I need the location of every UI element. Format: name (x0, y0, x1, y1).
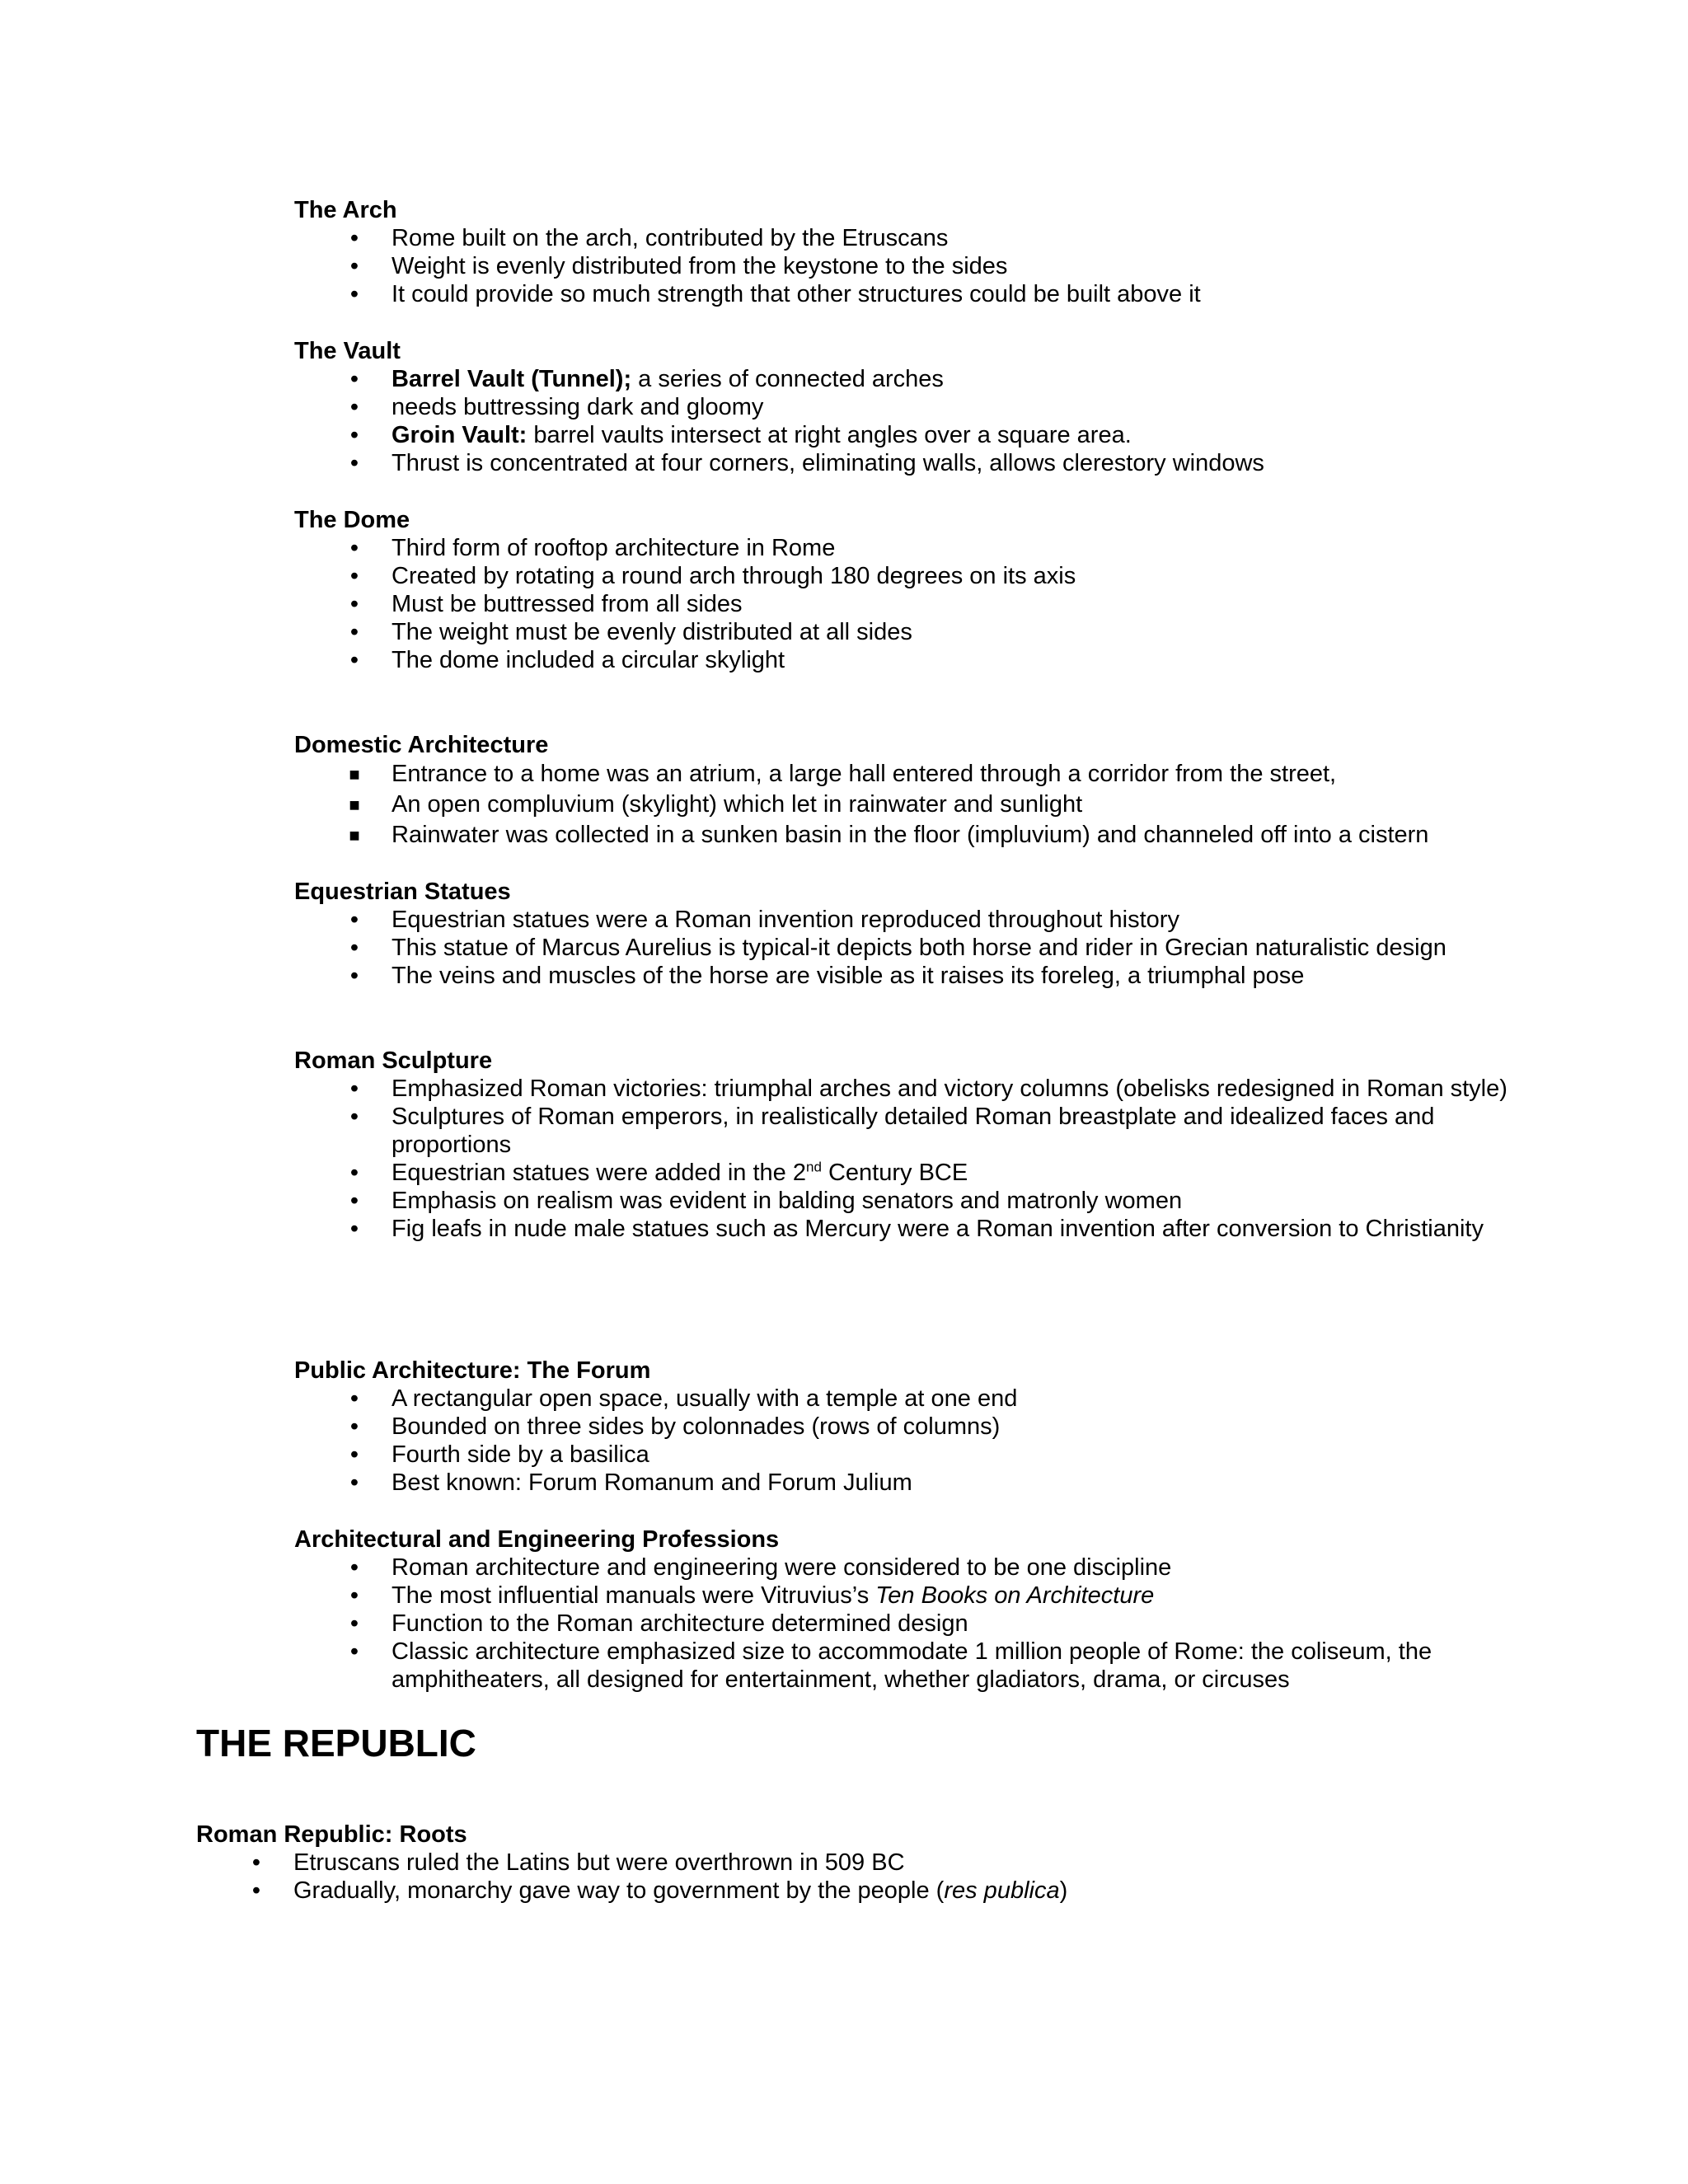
list-item: • Groin Vault: barrel vaults intersect at right angles over a square area. (294, 421, 1514, 449)
list-forum (294, 1385, 1514, 1497)
list-item: • Third form of rooftop architecture in Rome (294, 534, 1514, 562)
list-item: • The dome included a circular skylight (294, 646, 1514, 674)
heading-forum: Public Architecture: The Forum (294, 1357, 651, 1384)
list-item: • A rectangular open space, usually with a temple at one end (294, 1385, 1514, 1413)
section-roots (196, 1821, 1416, 1905)
list-item: • Etruscans ruled the Latins but were overthrown in 509 BC (196, 1849, 1416, 1877)
list-item: • Rome built on the arch, contributed by the Etruscans (294, 224, 1514, 252)
list-vault (294, 365, 1514, 477)
list-dome (294, 534, 1514, 674)
bullet: • (349, 535, 359, 561)
list-item: • Barrel Vault (Tunnel); a series of connected arches (294, 365, 1514, 393)
heading-roots: Roman Republic: Roots (196, 1821, 467, 1848)
list-item: ■ Rainwater was collected in a sunken basin in the floor (impluvium) and channeled off into a cistern (294, 820, 1514, 851)
bullet: • (349, 1469, 359, 1496)
list-professions (294, 1554, 1514, 1694)
bullet: • (349, 935, 359, 961)
heading-vault: The Vault (294, 338, 401, 364)
bullet: • (251, 1849, 261, 1876)
list-item: • Equestrian statues were added in the 2nd Century BCE (294, 1159, 1514, 1187)
bullet: • (349, 1582, 359, 1609)
bullet: • (251, 1877, 261, 1904)
bullet: • (349, 1076, 359, 1102)
list-item: • needs buttressing dark and gloomy (294, 393, 1514, 421)
list-item: • Emphasis on realism was evident in balding senators and matronly women (294, 1187, 1514, 1215)
section-dome (294, 506, 1514, 674)
list-roots (196, 1849, 1416, 1905)
heading-domestic: Domestic Architecture (294, 732, 549, 758)
bullet: • (349, 394, 359, 420)
list-item: • Gradually, monarchy gave way to government by the people (res publica) (196, 1877, 1416, 1905)
section-forum (294, 1357, 1514, 1497)
list-item: ■ Entrance to a home was an atrium, a large hall entered through a corridor from the street, (294, 759, 1514, 790)
bullet: • (349, 1188, 359, 1214)
list-item: • Function to the Roman architecture determined design (294, 1610, 1514, 1638)
bullet: • (349, 1385, 359, 1412)
section-title-republic: THE REPUBLIC (196, 1722, 476, 1765)
section-arch (294, 196, 1514, 308)
list-item: • Best known: Forum Romanum and Forum Julium (294, 1469, 1514, 1497)
list-item: • Roman architecture and engineering were considered to be one discipline (294, 1554, 1514, 1582)
section-domestic (294, 731, 1514, 851)
bullet: • (349, 1638, 359, 1665)
list-item: • It could provide so much strength that other structures could be built above it (294, 280, 1514, 308)
list-arch (294, 224, 1514, 308)
section-equestrian (294, 878, 1514, 990)
bullet: • (349, 563, 359, 589)
list-equestrian (294, 906, 1514, 990)
list-item: • Bounded on three sides by colonnades (rows of columns) (294, 1413, 1514, 1441)
list-item: • The veins and muscles of the horse are visible as it raises its foreleg, a triumphal pose (294, 962, 1514, 990)
bullet: • (349, 1160, 359, 1186)
bullet: ■ (349, 794, 360, 815)
bullet: • (349, 1104, 359, 1130)
list-item: • The weight must be evenly distributed at all sides (294, 618, 1514, 646)
bullet: • (349, 253, 359, 279)
heading-arch: The Arch (294, 197, 397, 223)
bullet: ■ (349, 825, 360, 846)
bullet: • (349, 907, 359, 933)
list-sculpture (294, 1075, 1514, 1243)
bullet: • (349, 647, 359, 673)
bullet: • (349, 1216, 359, 1242)
list-item: • Created by rotating a round arch through 180 degrees on its axis (294, 562, 1514, 590)
heading-sculpture: Roman Sculpture (294, 1047, 493, 1074)
bullet: • (349, 591, 359, 617)
list-item: • Classic architecture emphasized size to accommodate 1 million people of Rome: the coliseum, the amphitheaters, all designed for entertainment, whether gladiators, drama, or circuses (294, 1638, 1514, 1694)
bullet: • (349, 963, 359, 989)
bullet: • (349, 225, 359, 251)
bullet: • (349, 281, 359, 307)
bullet: • (349, 1554, 359, 1581)
list-item: • Fig leafs in nude male statues such as Mercury were a Roman invention after conversion to Christianity (294, 1215, 1514, 1243)
bullet: • (349, 450, 359, 476)
list-item: • Emphasized Roman victories: triumphal arches and victory columns (obelisks redesigned in Roman style) (294, 1075, 1514, 1103)
section-sculpture (294, 1047, 1514, 1243)
list-item: • This statue of Marcus Aurelius is typical-it depicts both horse and rider in Grecian naturalistic design (294, 934, 1514, 962)
bullet: ■ (349, 764, 360, 785)
list-item: • Sculptures of Roman emperors, in realistically detailed Roman breastplate and idealized faces and proportions (294, 1103, 1514, 1159)
list-domestic (294, 759, 1514, 851)
list-item: ■ An open compluvium (skylight) which let in rainwater and sunlight (294, 790, 1514, 820)
list-item: • Weight is evenly distributed from the keystone to the sides (294, 252, 1514, 280)
section-vault (294, 337, 1514, 477)
section-professions (294, 1526, 1514, 1694)
bullet: • (349, 1441, 359, 1468)
list-item: • Equestrian statues were a Roman invention reproduced throughout history (294, 906, 1514, 934)
list-item: • The most influential manuals were Vitruvius’s Ten Books on Architecture (294, 1582, 1514, 1610)
bullet: • (349, 619, 359, 645)
bullet: • (349, 1413, 359, 1440)
heading-dome: The Dome (294, 507, 410, 533)
heading-professions: Architectural and Engineering Professions (294, 1526, 780, 1553)
list-item: • Thrust is concentrated at four corners, eliminating walls, allows clerestory windows (294, 449, 1514, 477)
heading-equestrian: Equestrian Statues (294, 879, 511, 905)
bullet: • (349, 366, 359, 392)
bullet: • (349, 1610, 359, 1637)
list-item: • Must be buttressed from all sides (294, 590, 1514, 618)
bullet: • (349, 422, 359, 448)
list-item: • Fourth side by a basilica (294, 1441, 1514, 1469)
